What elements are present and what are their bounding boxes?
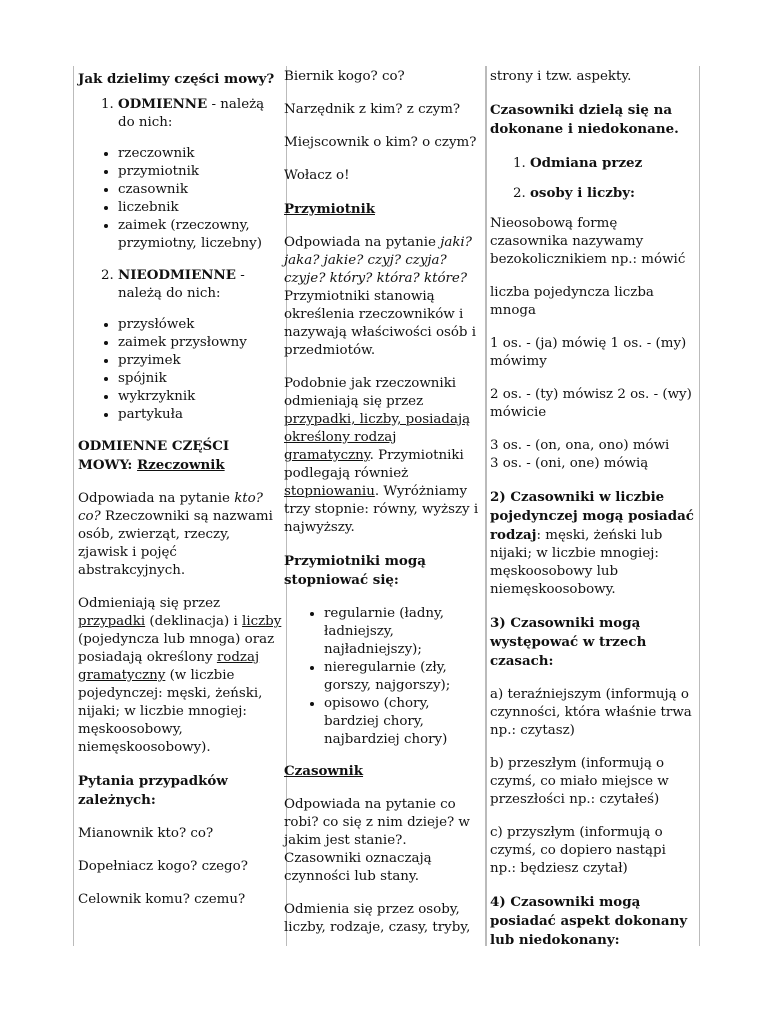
- paragraph: strony i tzw. aspekty.: [490, 69, 632, 84]
- section-heading: Czasownik: [284, 763, 364, 779]
- bullet-list: [78, 316, 282, 424]
- list-item: • spójnik: [118, 370, 282, 388]
- list-item: 2. osoby i liczby:: [530, 184, 695, 203]
- list-item: • partykuła: [118, 406, 282, 424]
- paragraph: Nieosobową formę czasownika nazywamy bezokolicznikiem np.: mówić: [490, 216, 686, 267]
- case-line: Narzędnik z kim? z czym?: [284, 102, 461, 117]
- case-line: Dopełniacz kogo? czego?: [78, 859, 248, 874]
- paragraph: Podobnie jak rzeczowniki odmieniają się przez przypadki, liczby, posiadają określony rodzaj gramatyczny. Przymiotniki podlegają również stopniowaniu. Wyróżniamy trzy stopnie: równy, wyższy i najwyższy.: [284, 376, 479, 535]
- numbered-list: [78, 95, 282, 132]
- numbered-list: [490, 154, 695, 203]
- list-item: • zaimek przysłowny: [118, 334, 282, 352]
- numbered-list: [78, 266, 282, 303]
- bullet-list: [284, 605, 482, 749]
- paragraph: liczba pojedyncza liczba mnoga: [490, 285, 654, 318]
- section-heading: Pytania przypadków zależnych:: [78, 773, 228, 808]
- paragraph: Odpowiada na pytanie co robi? co się z nim dzieje? w jakim jest stanie?. Czasowniki oznaczają czynności lub stany.: [284, 797, 470, 884]
- section-heading: 3) Czasowniki mogą występować w trzech czasach:: [490, 615, 647, 669]
- section-heading: Jak dzielimy części mowy?: [78, 71, 275, 87]
- paragraph: Odpowiada na pytanie kto? co? Rzeczowniki są nazwami osób, zwierząt, rzeczy, zjawisk i pojęć abstrakcyjnych.: [78, 491, 273, 578]
- list-item: • nieregularnie (zły, gorszy, najgorszy);: [324, 659, 482, 695]
- paragraph: c) przyszłym (informują o czymś, co dopiero nastąpi np.: będziesz czytał): [490, 825, 666, 876]
- list-item: • przyimek: [118, 352, 282, 370]
- column-1: [73, 66, 287, 946]
- bullet-list: [78, 145, 282, 253]
- paragraph: 2) Czasowniki w liczbie pojedynczej mogą posiadać rodzaj: męski, żeński lub nijaki; w liczbie mnogiej: męskoosobowy lub niemęskoosobowy.: [490, 489, 694, 597]
- list-item: • przysłówek: [118, 316, 282, 334]
- case-line: Miejscownik o kim? o czym?: [284, 135, 477, 150]
- section-heading: 4) Czasowniki mogą posiadać aspekt dokonany lub niedokonany:: [490, 894, 688, 948]
- case-line: Celownik komu? czemu?: [78, 892, 246, 907]
- list-item: • regularnie (ładny, ładniejszy, najładniejszy);: [324, 605, 482, 659]
- paragraph: 2 os. - (ty) mówisz 2 os. - (wy) mówicie: [490, 387, 692, 420]
- section-heading: Przymiotniki mogą stopniować się:: [284, 553, 426, 588]
- list-item: • rzeczownik: [118, 145, 282, 163]
- paragraph: 3 os. - (on, ona, ono) mówi 3 os. - (oni, one) mówią: [490, 438, 670, 471]
- paragraph: b) przeszłym (informują o czymś, co miało miejsce w przeszłości np.: czytałeś): [490, 756, 669, 807]
- column-2: [280, 66, 487, 946]
- case-line: Biernik kogo? co?: [284, 69, 405, 84]
- paragraph: Odmienia się przez osoby, liczby, rodzaje, czasy, tryby,: [284, 902, 471, 935]
- list-item: • przymiotnik: [118, 163, 282, 181]
- section-heading: Czasowniki dzielą się na dokonane i niedokonane.: [490, 102, 679, 137]
- paragraph: Odpowiada na pytanie jaki? jaka? jakie? czyj? czyja? czyje? który? która? które? Przymiotniki stanowią określenia rzeczowników i nazywają właściwości osób i przedmiotów.: [284, 235, 477, 358]
- list-item: • opisowo (chory, bardziej chory, najbardziej chory): [324, 695, 482, 749]
- list-item: • wykrzyknik: [118, 388, 282, 406]
- paragraph: 1 os. - (ja) mówię 1 os. - (my) mówimy: [490, 336, 687, 369]
- paragraph: a) teraźniejszym (informują o czynności, która właśnie trwa np.: czytasz): [490, 687, 692, 738]
- list-item: 2. NIEODMIENNE - należą do nich:: [118, 266, 282, 303]
- case-line: Wołacz o!: [284, 168, 350, 183]
- section-heading: ODMIENNE CZĘŚCI MOWY: Rzeczownik: [78, 438, 230, 473]
- section-heading: Przymiotnik: [284, 201, 375, 217]
- list-item: • liczebnik: [118, 199, 282, 217]
- case-line: Mianownik kto? co?: [78, 826, 214, 841]
- column-3: [485, 66, 700, 946]
- list-item: • czasownik: [118, 181, 282, 199]
- paragraph: Odmieniają się przez przypadki (deklinacja) i liczby (pojedyncza lub mnoga) oraz posiadają określony rodzaj gramatyczny (w liczbie pojedynczej: męski, żeński, nijaki; w liczbie mnogiej: męskoosobowy, niemęskoosobowy).: [78, 596, 282, 755]
- list-item: • zaimek (rzeczowny, przymiotny, liczebny): [118, 217, 282, 253]
- list-item: 1. ODMIENNE - należą do nich:: [118, 95, 282, 132]
- list-item: 1. Odmiana przez: [530, 154, 695, 173]
